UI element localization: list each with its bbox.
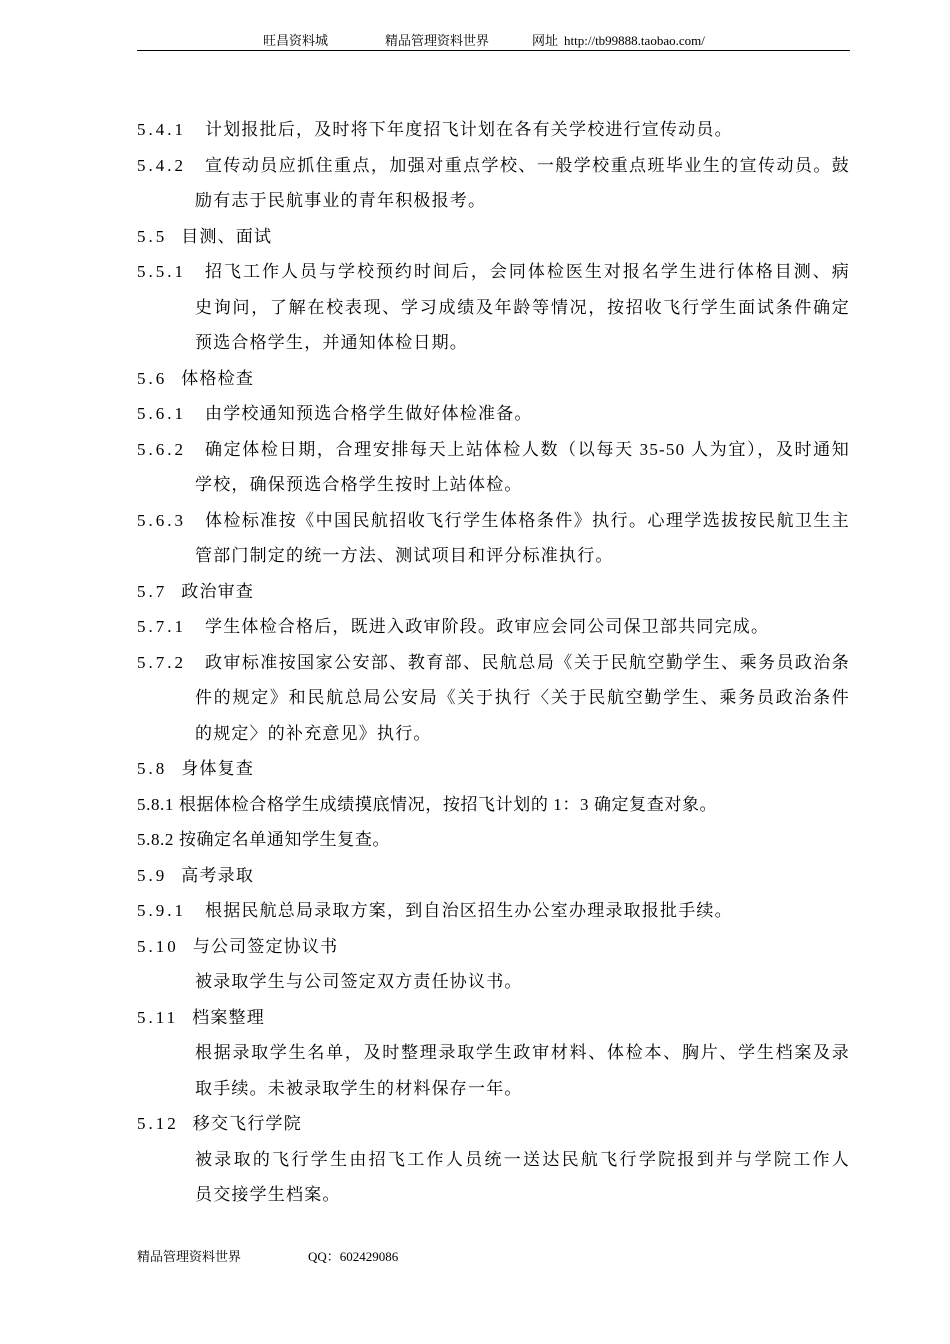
section-heading — [137, 1106, 850, 1142]
item-text: 被录取的飞行学生由招飞工作人员统一送达民航飞行学院报到并与学院工作人 — [195, 1149, 850, 1169]
item-text: 计划报批后，及时将下年度招飞计划在各有关学校进行宣传动员。 — [205, 120, 733, 139]
section-title: 高考录取 — [181, 865, 255, 885]
section-heading — [137, 574, 850, 610]
item-number: 5.4.2 — [137, 155, 186, 175]
indent-spacer — [137, 290, 195, 326]
item-number: 5.6.3 — [137, 510, 186, 530]
section-title: 政治审查 — [181, 581, 255, 601]
section-title: 目测、面试 — [181, 226, 273, 246]
section-number: 5.10 — [137, 936, 179, 956]
item-text: 学生体检合格后，既进入政审阶段。政审应会同公司保卫部共同完成。 — [205, 617, 770, 636]
list-item — [137, 1142, 850, 1178]
section-heading — [137, 858, 850, 894]
section-heading — [137, 929, 850, 965]
header-url-label: 网址 — [532, 33, 559, 48]
section-number: 5.8 — [137, 759, 168, 778]
item-text: 由学校通知预选合格学生做好体检准备。 — [205, 404, 533, 423]
list-item — [137, 609, 850, 645]
indent-spacer — [137, 1071, 195, 1107]
indent-spacer — [137, 680, 195, 716]
list-item — [137, 964, 850, 1000]
item-text: 招飞工作人员与学校预约时间后，会同体检医生对报名学生进行体格目测、病 — [205, 262, 850, 281]
section-heading — [137, 1000, 850, 1036]
list-item — [137, 148, 850, 184]
item-text: 员交接学生档案。 — [195, 1185, 341, 1204]
list-item — [137, 645, 850, 681]
header-url-group — [532, 31, 705, 50]
item-text: 5.8.2 按确定名单通知学生复查。 — [137, 830, 391, 849]
item-text: 学校，确保预选合格学生按时上站体检。 — [195, 475, 523, 494]
indent-spacer — [137, 183, 195, 219]
item-number: 5.7.2 — [137, 652, 186, 672]
section-number: 5.7 — [137, 581, 168, 601]
item-number: 5.5.1 — [137, 262, 186, 281]
list-item — [137, 1035, 850, 1071]
list-item — [137, 893, 850, 929]
header-url: http://tb99888.taobao.com/ — [564, 33, 705, 48]
indent-spacer — [137, 1142, 195, 1178]
section-title: 与公司签定协议书 — [192, 936, 339, 956]
section-number: 5.6 — [137, 368, 168, 388]
list-item — [137, 822, 850, 858]
indent-spacer — [137, 716, 195, 752]
item-number: 5.7.1 — [137, 617, 186, 636]
list-item — [137, 254, 850, 290]
section-title: 档案整理 — [192, 1007, 265, 1027]
item-text: 体检标准按《中国民航招收飞行学生体格条件》执行。心理学选拔按民航卫生主 — [205, 510, 850, 530]
section-title: 移交飞行学院 — [192, 1114, 302, 1133]
list-item — [137, 1071, 850, 1107]
item-text: 的规定〉的补充意见》执行。 — [195, 723, 432, 743]
indent-spacer — [137, 538, 195, 574]
section-title: 体格检查 — [181, 368, 255, 388]
list-item — [137, 787, 850, 823]
footer-title: 精品管理资料世界 — [137, 1249, 242, 1264]
list-item — [137, 325, 850, 361]
item-text: 史询问，了解在校表现、学习成绩及年龄等情况，按招收飞行学生面试条件确定 — [195, 297, 850, 317]
item-text: 件的规定》和民航总局公安局《关于执行〈关于民航空勤学生、乘务员政治条件 — [195, 688, 850, 707]
indent-spacer — [137, 1035, 195, 1071]
list-item — [137, 290, 850, 326]
header-site-name: 旺昌资料城 — [263, 33, 329, 48]
list-item — [137, 503, 850, 539]
indent-spacer — [137, 325, 195, 361]
list-item — [137, 467, 850, 503]
item-text: 政审标准按国家公安部、教育部、民航总局《关于民航空勤学生、乘务员政治条 — [205, 652, 850, 672]
section-heading — [137, 361, 850, 397]
list-item — [137, 538, 850, 574]
section-number: 5.9 — [137, 865, 168, 885]
section-number: 5.5 — [137, 226, 168, 246]
indent-spacer — [137, 1177, 195, 1213]
page-header — [137, 31, 850, 51]
item-text: 根据录取学生名单，及时整理录取学生政审材料、体检本、胸片、学生档案及录 — [195, 1043, 850, 1062]
list-item — [137, 1177, 850, 1213]
item-number: 5.4.1 — [137, 120, 186, 139]
item-text: 管部门制定的统一方法、测试项目和评分标准执行。 — [195, 546, 614, 565]
list-item — [137, 716, 850, 752]
section-number: 5.12 — [137, 1114, 179, 1133]
indent-spacer — [137, 964, 195, 1000]
list-item — [137, 396, 850, 432]
list-item — [137, 680, 850, 716]
item-number: 5.6.2 — [137, 439, 186, 459]
item-text: 励有志于民航事业的青年积极报考。 — [195, 191, 487, 210]
item-text: 5.8.1 根据体检合格学生成绩摸底情况，按招飞计划的 1：3 确定复查对象。 — [137, 794, 718, 814]
list-item — [137, 432, 850, 468]
document-body — [137, 112, 850, 1213]
item-text: 根据民航总局录取方案，到自治区招生办公室办理录取报批手续。 — [205, 901, 733, 920]
list-item — [137, 112, 850, 148]
section-heading — [137, 219, 850, 255]
section-heading — [137, 751, 850, 787]
item-text: 宣传动员应抓住重点，加强对重点学校、一般学校重点班毕业生的宣传动员。鼓 — [205, 155, 850, 175]
item-text: 取手续。未被录取学生的材料保存一年。 — [195, 1078, 523, 1098]
item-text: 被录取学生与公司签定双方责任协议书。 — [195, 972, 523, 991]
section-title: 身体复查 — [181, 759, 255, 778]
item-text: 预选合格学生，并通知体检日期。 — [195, 333, 468, 352]
item-number: 5.6.1 — [137, 404, 186, 423]
section-number: 5.11 — [137, 1007, 179, 1027]
item-text: 确定体检日期，合理安排每天上站体检人数（以每天 35-50 人为宜），及时通知 — [205, 439, 850, 459]
footer-qq: QQ：602429086 — [308, 1249, 399, 1264]
indent-spacer — [137, 467, 195, 503]
list-item — [137, 183, 850, 219]
page-footer — [137, 1248, 537, 1266]
header-title: 精品管理资料世界 — [385, 33, 490, 48]
item-number: 5.9.1 — [137, 901, 186, 920]
